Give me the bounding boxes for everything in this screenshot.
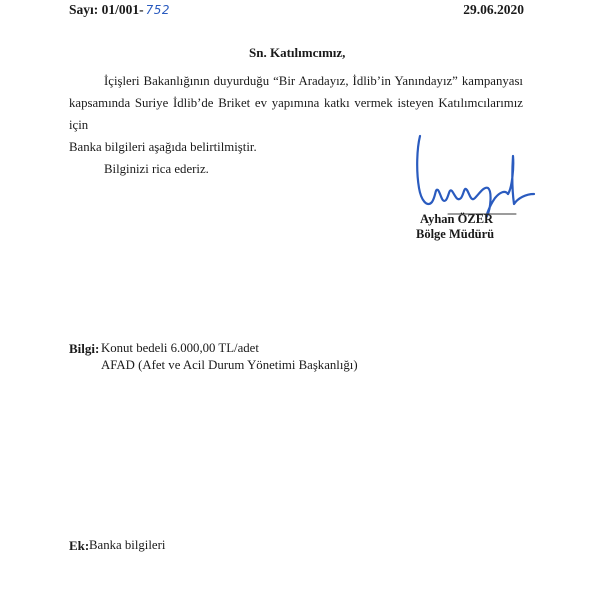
reference-prefix: Sayı: 01/001-	[69, 2, 144, 17]
signature-stroke-main	[417, 136, 508, 217]
info-line-2: AFAD (Afet ve Acil Durum Yönetimi Başkanlığı)	[101, 358, 358, 372]
signer-name: Ayhan ÖZER	[420, 212, 494, 226]
body-line-2: kapsamında Suriye İdlib’de Briket ev yapımına katkı vermek isteyen Katılımcılarımız için	[69, 96, 523, 132]
handwritten-signature	[408, 128, 558, 218]
closing-line: Bilginizi rica ederiz.	[104, 162, 209, 176]
handwritten-reference-number: 752	[145, 3, 171, 17]
salutation: Sn. Katılımcımız,	[249, 45, 346, 60]
reference-line	[69, 2, 170, 18]
info-label: Bilgi:	[69, 341, 100, 356]
signature-stroke-tail	[508, 156, 534, 204]
attachment-value: Banka bilgileri	[89, 538, 166, 552]
signer-title: Bölge Müdürü	[416, 227, 495, 241]
attachment-label: Ek:	[69, 538, 90, 553]
body-line-3: Banka bilgileri aşağıda belirtilmiştir.	[69, 140, 257, 154]
body-line-1: İçişleri Bakanlığının duyurduğu “Bir Aradayız, İdlib’in Yanındayız” kampanyası	[104, 74, 523, 88]
info-line-1: Konut bedeli 6.000,00 TL/adet	[101, 341, 259, 355]
letter-date: 29.06.2020	[463, 2, 524, 17]
